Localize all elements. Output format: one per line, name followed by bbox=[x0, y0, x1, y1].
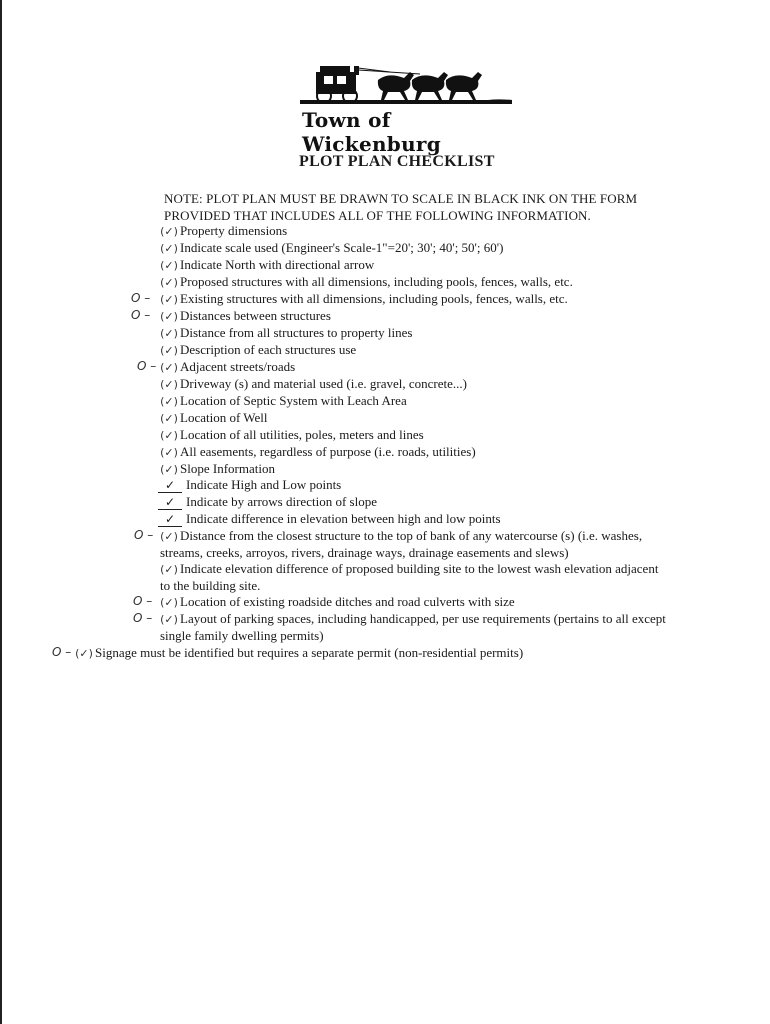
slope-subitem: ✓ Indicate difference in elevation between high and low points bbox=[158, 511, 501, 527]
checkbox-icon: (✓) bbox=[160, 310, 178, 323]
check-mark-icon: ✓ bbox=[158, 496, 182, 510]
checklist-item: (✓) Distance from all structures to property lines bbox=[160, 325, 413, 340]
checkbox-icon: (✓) bbox=[160, 225, 178, 238]
page-title: PLOT PLAN CHECKLIST bbox=[299, 153, 495, 170]
checkbox-icon: (✓) bbox=[160, 463, 178, 476]
checkbox-icon: (✓) bbox=[75, 647, 93, 660]
checkbox-icon: (✓) bbox=[160, 293, 178, 306]
checklist-item: (✓) Location of existing roadside ditches and road culverts with size bbox=[160, 594, 515, 609]
omitted-marker: O – bbox=[131, 291, 151, 305]
checklist-item: (✓) Proposed structures with all dimensions, including pools, fences, walls, etc. bbox=[160, 274, 573, 289]
checklist-item: (✓) Distances between structures bbox=[160, 308, 331, 323]
checkbox-icon: (✓) bbox=[160, 446, 178, 459]
checklist-item: (✓) Indicate North with directional arrow bbox=[160, 257, 375, 272]
omitted-marker: O – bbox=[134, 528, 154, 542]
checkbox-icon: (✓) bbox=[160, 327, 178, 340]
checkbox-icon: (✓) bbox=[160, 361, 178, 374]
checklist-item: (✓) Location of all utilities, poles, meters and lines bbox=[160, 427, 424, 442]
omitted-marker: O – bbox=[133, 611, 153, 625]
checklist-item: (✓) Location of Well bbox=[160, 410, 268, 425]
slope-subitem: ✓ Indicate High and Low points bbox=[158, 477, 341, 493]
omitted-marker: O – bbox=[133, 594, 153, 608]
checkbox-icon: (✓) bbox=[160, 378, 178, 391]
checklist-item: (✓) Distance from the closest structure to the top of bank of any watercourse (s) (i.e. washes, streams, creeks, arroyos, rivers, drainage ways, drainage easements and slews) bbox=[160, 528, 643, 560]
checkbox-icon: (✓) bbox=[160, 530, 178, 543]
stagecoach-with-horses-icon bbox=[300, 58, 512, 108]
checkbox-icon: (✓) bbox=[160, 563, 178, 576]
slope-subitem: ✓ Indicate by arrows direction of slope bbox=[158, 494, 377, 510]
checkbox-icon: (✓) bbox=[160, 395, 178, 408]
instructions-note: NOTE: PLOT PLAN MUST BE DRAWN TO SCALE IN BLACK INK ON THE FORM PROVIDED THAT INCLUDES ALL OF THE FOLLOWING INFORMATION. bbox=[164, 191, 638, 223]
checkbox-icon: (✓) bbox=[160, 613, 178, 626]
town-name: Town of Wickenburg bbox=[302, 108, 442, 156]
omitted-marker: O – bbox=[131, 308, 151, 322]
omitted-marker: O – bbox=[137, 359, 157, 373]
checklist-item: (✓) Property dimensions bbox=[160, 223, 288, 238]
checklist-item: (✓) Existing structures with all dimensions, including pools, fences, walls, etc. bbox=[160, 291, 568, 306]
scan-edge bbox=[0, 0, 2, 1024]
checkbox-icon: (✓) bbox=[160, 596, 178, 609]
checklist-item: (✓) Layout of parking spaces, including handicapped, per use requirements (pertains to all except single family dwelling permits) bbox=[160, 611, 666, 643]
checklist-item: (✓) Slope Information bbox=[160, 461, 275, 476]
checkbox-icon: (✓) bbox=[160, 276, 178, 289]
checklist-item: (✓) All easements, regardless of purpose (i.e. roads, utilities) bbox=[160, 444, 476, 459]
checklist-item: (✓) Indicate scale used (Engineer's Scale-1"=20'; 30'; 40'; 50'; 60') bbox=[160, 240, 504, 255]
omitted-marker: O – bbox=[52, 645, 72, 659]
check-mark-icon: ✓ bbox=[158, 513, 182, 527]
checklist-item: (✓) Location of Septic System with Leach Area bbox=[160, 393, 407, 408]
checkbox-icon: (✓) bbox=[160, 242, 178, 255]
checklist-item: (✓) Signage must be identified but requires a separate permit (non-residential permits) bbox=[75, 645, 524, 660]
checklist-item: (✓) Description of each structures use bbox=[160, 342, 357, 357]
checkbox-icon: (✓) bbox=[160, 429, 178, 442]
checklist-item: (✓) Indicate elevation difference of proposed building site to the lowest wash elevation adjacent to the building site. bbox=[160, 561, 659, 593]
check-mark-icon: ✓ bbox=[158, 479, 182, 493]
checkbox-icon: (✓) bbox=[160, 412, 178, 425]
checklist-item: (✓) Driveway (s) and material used (i.e. gravel, concrete...) bbox=[160, 376, 467, 391]
checklist-item: (✓) Adjacent streets/roads bbox=[160, 359, 296, 374]
checkbox-icon: (✓) bbox=[160, 344, 178, 357]
checkbox-icon: (✓) bbox=[160, 259, 178, 272]
